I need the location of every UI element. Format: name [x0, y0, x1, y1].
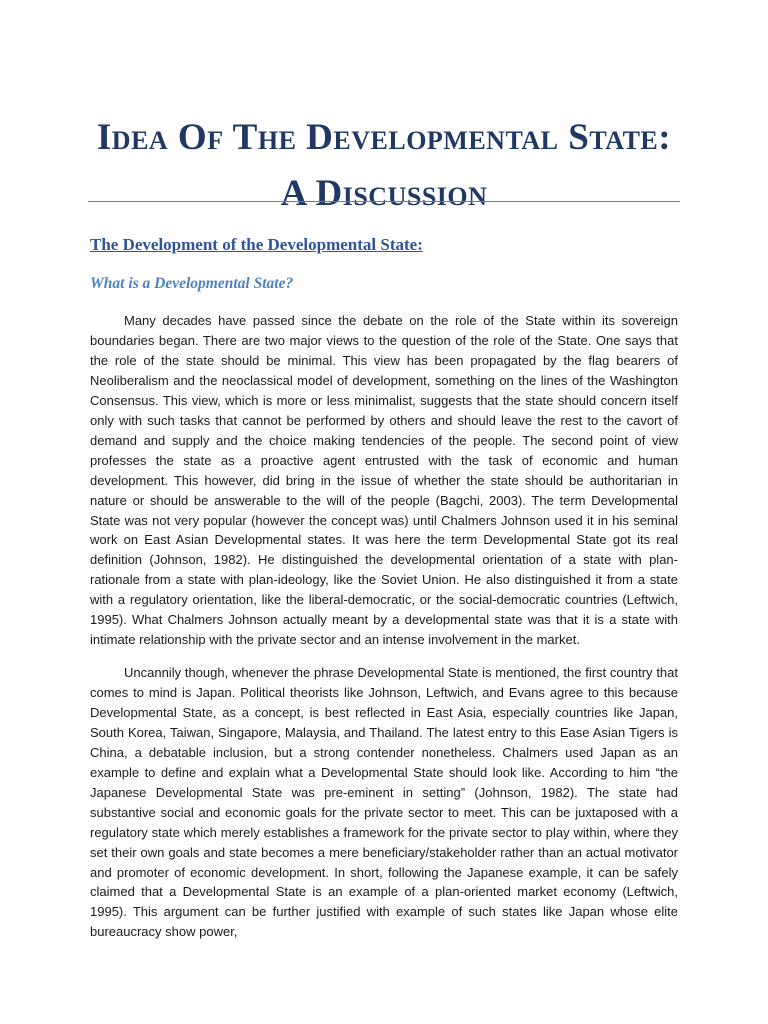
title-divider [88, 201, 680, 202]
body-paragraph: Uncannily though, whenever the phrase Developmental State is mentioned, the first country that comes to mind is Japan. Political theorists like Johnson, Leftwich, and Evans agree to this because Developmental State, as a concept, is best reflected in East Asia, especially countries like Japan, South Korea, Taiwan, Singapore, Malaysia, and Thailand. The latest entry to this Ease Asian Tigers is China, a debatable inclusion, but a strong contender nonetheless. Chalmers used Japan as an example to define and explain what a Developmental State should look like. According to him “the Japanese Developmental State was pre-eminent in setting” (Johnson, 1982). The state had substantive social and economic goals for the private sector to meet. This can be juxtaposed with a regulatory state which merely establishes a framework for the private sector to play within, where they set their own goals and state becomes a mere beneficiary/stakeholder rather than an actual motivator and promoter of economic development. In short, following the Japanese example, it can be safely claimed that a Developmental State is an example of a plan-oriented market economy (Leftwich, 1995). This argument can be further justified with example of such states like Japan whose elite bureaucracy show power, [90, 665, 678, 940]
body-paragraph: Many decades have passed since the debate on the role of the State within its sovereign boundaries began. There are two major views to the question of the role of the State. One says that the role of the state should be minimal. This view has been propagated by the flag bearers of Neoliberalism and the neoclassical model of development, something on the lines of the Washington Consensus. This view, which is more or less minimalist, suggests that the state should concern itself only with such tasks that cannot be performed by others and should leave the rest to the cavort of demand and supply and the choice making tendencies of the people. The second point of view professes the state as a proactive agent entrusted with the task of economic and human development. This however, did bring in the issue of whether the state should be authoritarian in nature or should be answerable to the will of the people (Bagchi, 2003). The term Developmental State was not very popular (however the concept was) until Chalmers Johnson used it in his seminal work on East Asian Developmental states. It was here the term Developmental State got its real definition (Johnson, 1982). He distinguished the developmental orientation of a state with plan-rationale from a state with plan-ideology, like the Soviet Union. He also distinguished it from a state with a regulatory orientation, like the liberal-democratic, or the social-democratic countries (Leftwich, 1995). What Chalmers Johnson actually meant by a developmental state was that it is a state with intimate relationship with the private sector and an intense involvement in the market. [90, 313, 678, 648]
document-title: Idea Of The Developmental State: A Discussion [96, 117, 672, 214]
section-subheading: What is a Developmental State? [90, 275, 294, 292]
section-heading: The Development of the Developmental State: [90, 235, 423, 254]
